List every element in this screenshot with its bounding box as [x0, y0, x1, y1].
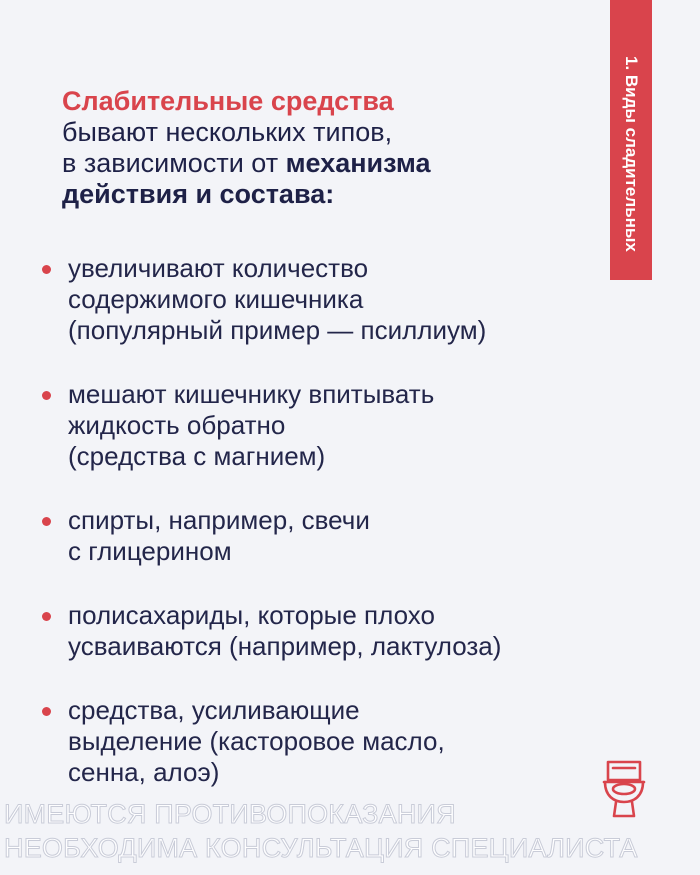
heading-accent: Слабительные средства	[62, 86, 394, 116]
list-item	[40, 379, 610, 472]
bullet-icon	[42, 391, 51, 400]
list-item	[40, 600, 610, 662]
bullet-icon	[42, 517, 51, 526]
bullet-icon	[42, 612, 51, 621]
heading-line-4: действия и состава:	[62, 179, 335, 209]
laxative-types-list	[40, 253, 610, 821]
footer-line-1: ИМЕЮТСЯ ПРОТИВОПОКАЗАНИЯ	[4, 799, 456, 829]
bullet-icon	[42, 265, 51, 274]
list-item-text: спирты, например, свечи с глицерином	[68, 505, 370, 566]
section-tab	[610, 0, 652, 280]
list-item-text: средства, усиливающие выделение (касторовое масло, сенна, алоэ)	[68, 695, 445, 787]
warning-footer	[4, 797, 696, 865]
list-item	[40, 253, 610, 346]
list-item-text: полисахариды, которые плохо усваиваются (например, лактулоза)	[68, 600, 502, 661]
heading-line-3-bold: механизма	[285, 148, 431, 178]
list-item-text: мешают кишечнику впитывать жидкость обратно (средства с магнием)	[68, 379, 435, 471]
heading	[62, 86, 602, 210]
list-item	[40, 695, 610, 788]
heading-line-2: бывают нескольких типов,	[62, 117, 393, 147]
heading-line-3-prefix: в зависимости от	[62, 148, 286, 178]
footer-line-2: НЕОБХОДИМА КОНСУЛЬТАЦИЯ СПЕЦИАЛИСТА	[4, 833, 638, 863]
list-item-text: увеличивают количество содержимого кишечника (популярный пример — псиллиум)	[68, 253, 487, 345]
list-item	[40, 505, 610, 567]
section-tab-label: 1. Виды сладительных	[622, 56, 641, 252]
bullet-icon	[42, 707, 51, 716]
